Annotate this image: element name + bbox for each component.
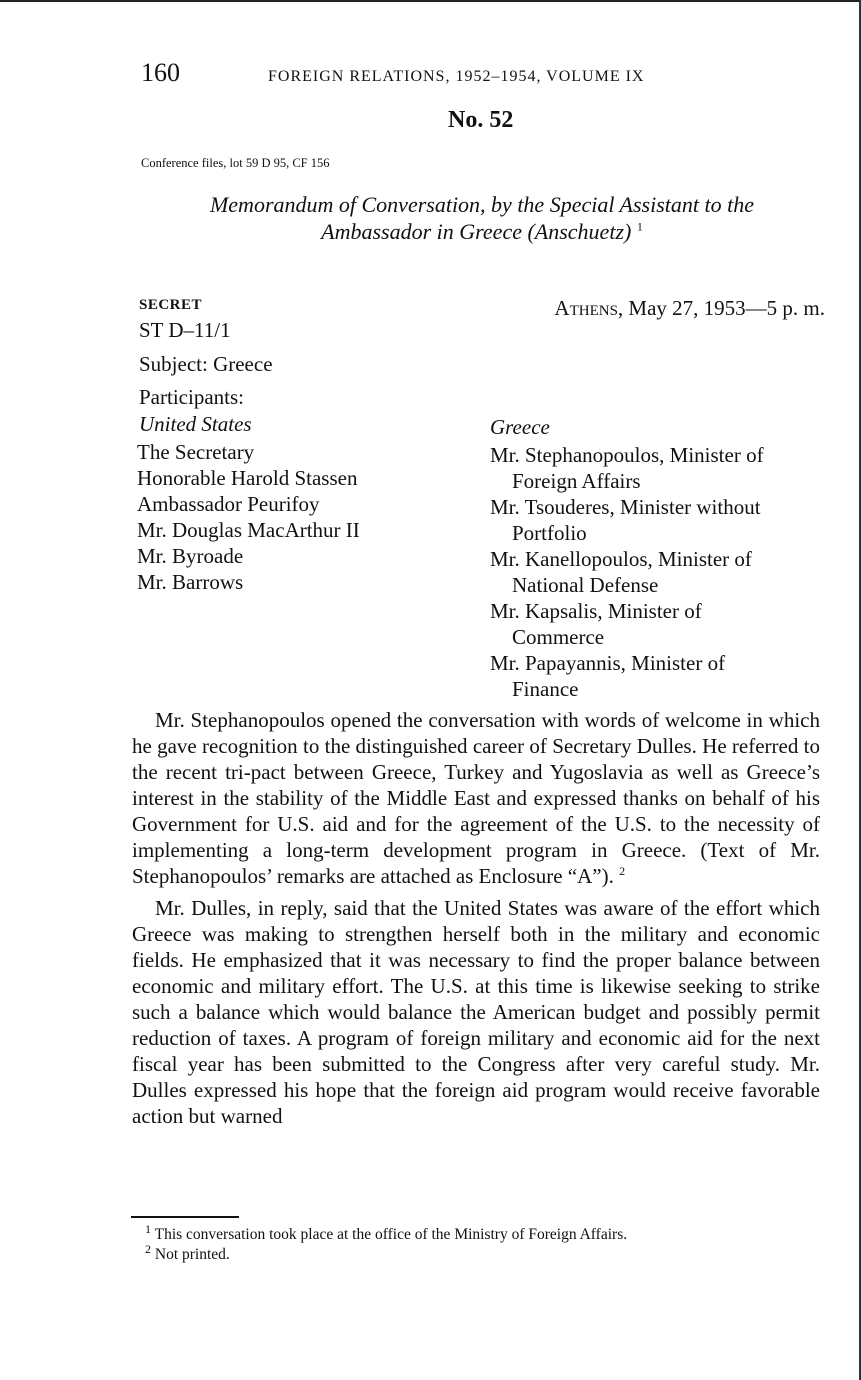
us-participant: The Secretary	[137, 440, 255, 464]
footnote-rule	[131, 1216, 239, 1218]
greece-participant-line2: National Defense	[512, 573, 659, 597]
greece-heading: Greece	[490, 415, 550, 439]
footnote-2	[145, 1241, 627, 1265]
greece-participant-line2: Finance	[512, 677, 579, 701]
us-participant: Ambassador Peurifoy	[137, 492, 320, 516]
greece-participant-line1: Mr. Kanellopoulos, Minister of	[490, 547, 752, 571]
greece-participant	[490, 546, 830, 598]
greece-participant	[490, 442, 830, 494]
greece-participant-line1: Mr. Tsouderes, Minister without	[490, 495, 761, 519]
source-note: Conference files, lot 59 D 95, CF 156	[141, 156, 330, 170]
greece-participant-line1: Mr. Kapsalis, Minister of	[490, 599, 702, 623]
document-number: No. 52	[448, 107, 514, 133]
place: Athens	[554, 296, 618, 320]
greece-participant	[490, 598, 830, 650]
participants-label: Participants:	[139, 385, 244, 409]
us-heading: United States	[139, 412, 252, 436]
greece-participant	[490, 650, 830, 702]
us-participant: Mr. Barrows	[137, 570, 244, 594]
page-border-top	[0, 0, 861, 2]
footnote-text: This conversation took place at the office of the Ministry of Foreign Affairs.	[154, 1226, 628, 1243]
paragraph-1-text: Mr. Stephanopoulos opened the conversation with words of welcome in which he gave recognition to the distinguished career of Secretary Dulles. He referred to the recent tri-pact between Greece, Turkey and Yugoslavia as well as Greece’s interest in the stability of the Middle East and expressed thanks on behalf of his Government for U.S. aid and for the agreement of the U.S. to the necessity of implementing a long-term development program in Greece. (Text of Mr. Stephanopoulos’ remarks are attached as Enclosure “A”).	[132, 708, 820, 888]
footnote-mark: 1	[145, 1221, 151, 1236]
greece-participant-line1: Mr. Papayannis, Minister of	[490, 651, 726, 675]
title-line-2	[130, 218, 834, 245]
body-text	[132, 707, 820, 1129]
greece-participant-line1: Mr. Stephanopoulos, Minister of	[490, 443, 764, 467]
greece-participant-line2: Portfolio	[512, 521, 587, 545]
paragraph-2: Mr. Dulles, in reply, said that the United States was aware of the effort which Greece was making to strengthen herself both in the military and economic fields. He emphasized that it was necessary to find the proper balance between economic and military effort. The U.S. at this time is likewise seeking to strike such a balance which would balance the American budget and possibly permit reduction of taxes. A program of foreign military and economic aid for the next fiscal year has been submitted to the Congress after very careful study. Mr. Dulles expressed his hope that the foreign aid program would receive favorable action but warned	[132, 896, 820, 1128]
running-head: FOREIGN RELATIONS, 1952–1954, VOLUME IX	[268, 68, 645, 85]
classification: SECRET	[139, 297, 203, 313]
date-time: , May 27, 1953—5 p. m.	[617, 296, 825, 320]
us-participant: Mr. Byroade	[137, 544, 244, 568]
reference-number: ST D–11/1	[139, 318, 231, 342]
us-participant: Mr. Douglas MacArthur II	[137, 518, 360, 542]
paragraph-1	[132, 707, 820, 889]
document-title	[130, 191, 834, 245]
greece-participant-line2: Foreign Affairs	[512, 469, 641, 493]
footnote-1	[145, 1221, 628, 1245]
greece-participant	[490, 494, 830, 546]
footnotes	[145, 1221, 628, 1265]
footnote-mark: 2	[145, 1241, 151, 1256]
footnote-text: Not printed.	[154, 1246, 230, 1263]
greece-participant-line2: Commerce	[512, 625, 605, 649]
place-date	[554, 296, 825, 321]
us-participant: Honorable Harold Stassen	[137, 466, 358, 490]
title-line-2-text: Ambassador in Greece (Anschuetz)	[321, 219, 632, 244]
title-footnote-ref: 1	[636, 219, 643, 234]
title-line-1: Memorandum of Conversation, by the Special Assistant to the	[209, 192, 755, 217]
subject: Subject: Greece	[139, 352, 273, 376]
page-number: 160	[141, 58, 180, 87]
footnote-ref-2: 2	[619, 864, 626, 878]
